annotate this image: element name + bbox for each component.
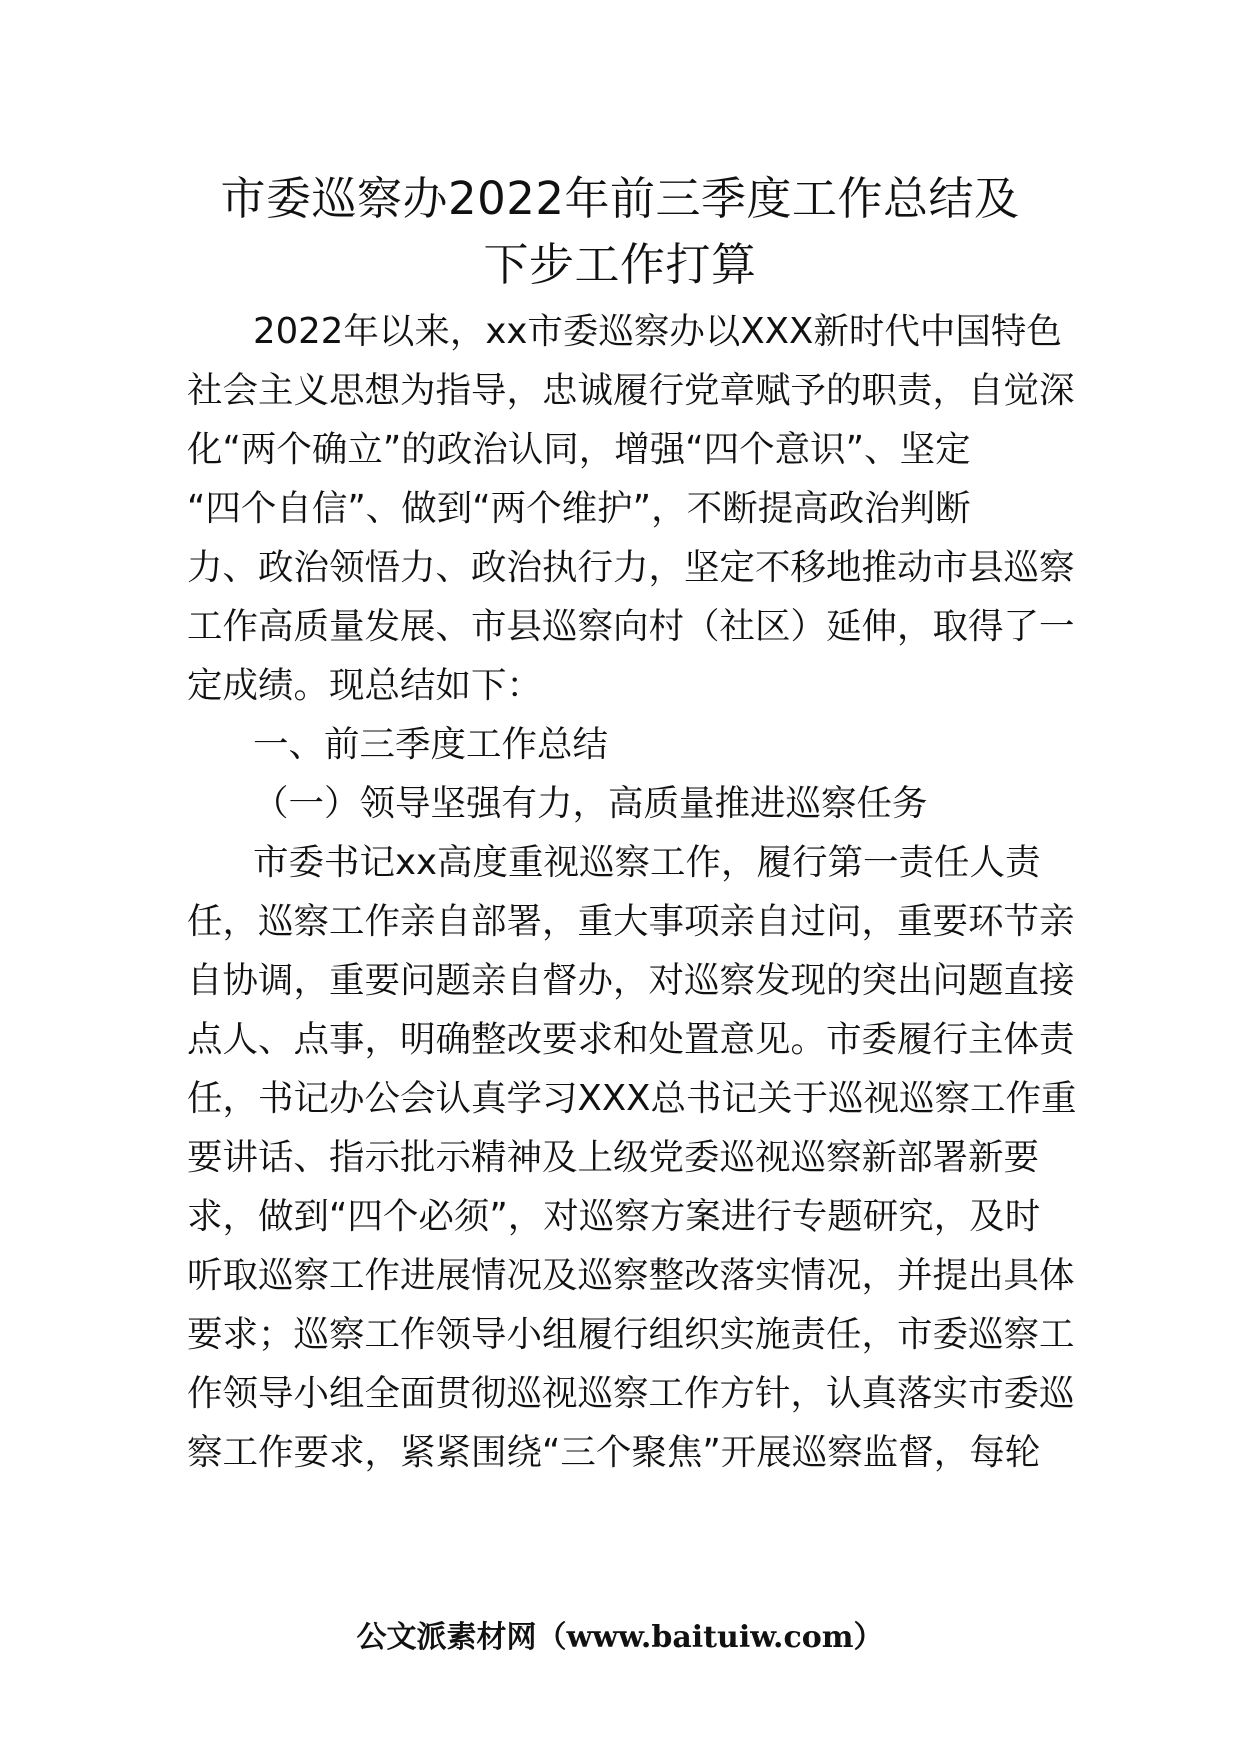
paragraph-line: 自协调，重要问题亲自督办，对巡察发现的突出问题直接 <box>187 960 1075 1001</box>
paragraph-intro-line: 社会主义思想为指导，忠诚履行党章赋予的职责，自觉深 <box>187 370 1075 411</box>
paragraph-intro-line: 化“两个确立”的政治认同，增强“四个意识”、坚定 <box>187 429 971 470</box>
paragraph-line: 求，做到“四个必须”，对巡察方案进行专题研究，及时 <box>187 1196 1041 1237</box>
paragraph-line: 要求；巡察工作领导小组履行组织实施责任，市委巡察工 <box>187 1314 1075 1355</box>
paragraph-line: 要讲话、指示批示精神及上级党委巡视巡察新部署新要 <box>187 1137 1040 1178</box>
paragraph-intro-line: 工作高质量发展、市县巡察向村（社区）延伸，取得了一 <box>187 606 1075 647</box>
document-title-line-2: 下步工作打算 <box>483 238 757 291</box>
paragraph-line: 作领导小组全面贯彻巡视巡察工作方针，认真落实市委巡 <box>187 1373 1075 1414</box>
paragraph-line: 任，巡察工作亲自部署，重大事项亲自过问，重要环节亲 <box>187 901 1075 942</box>
section-heading: 一、前三季度工作总结 <box>253 724 609 765</box>
document-title-line-1: 市委巡察办2022年前三季度工作总结及 <box>220 172 1020 225</box>
paragraph-line: 察工作要求，紧紧围绕“三个聚焦”开展巡察监督，每轮 <box>187 1432 1041 1473</box>
subsection-heading: （一）领导坚强有力，高质量推进巡察任务 <box>253 783 928 824</box>
paragraph-intro-line: “四个自信”、做到“两个维护”，不断提高政治判断 <box>187 488 971 529</box>
paragraph-intro-line: 力、政治领悟力、政治执行力，坚定不移地推动市县巡察 <box>187 547 1075 588</box>
paragraph-line: 听取巡察工作进展情况及巡察整改落实情况，并提出具体 <box>187 1255 1075 1296</box>
paragraph-line: 点人、点事，明确整改要求和处置意见。市委履行主体责 <box>187 1019 1075 1060</box>
paragraph-intro-line: 2022年以来，xx市委巡察办以XXX新时代中国特色 <box>253 311 1062 352</box>
paragraph-intro-line: 定成绩。现总结如下： <box>187 665 543 706</box>
paragraph-line: 市委书记xx高度重视巡察工作，履行第一责任人责 <box>253 842 1041 883</box>
paragraph-line: 任，书记办公会认真学习XXX总书记关于巡视巡察工作重 <box>187 1078 1077 1119</box>
footer-watermark: 公文派素材网（www.baituiw.com） <box>356 1620 884 1655</box>
